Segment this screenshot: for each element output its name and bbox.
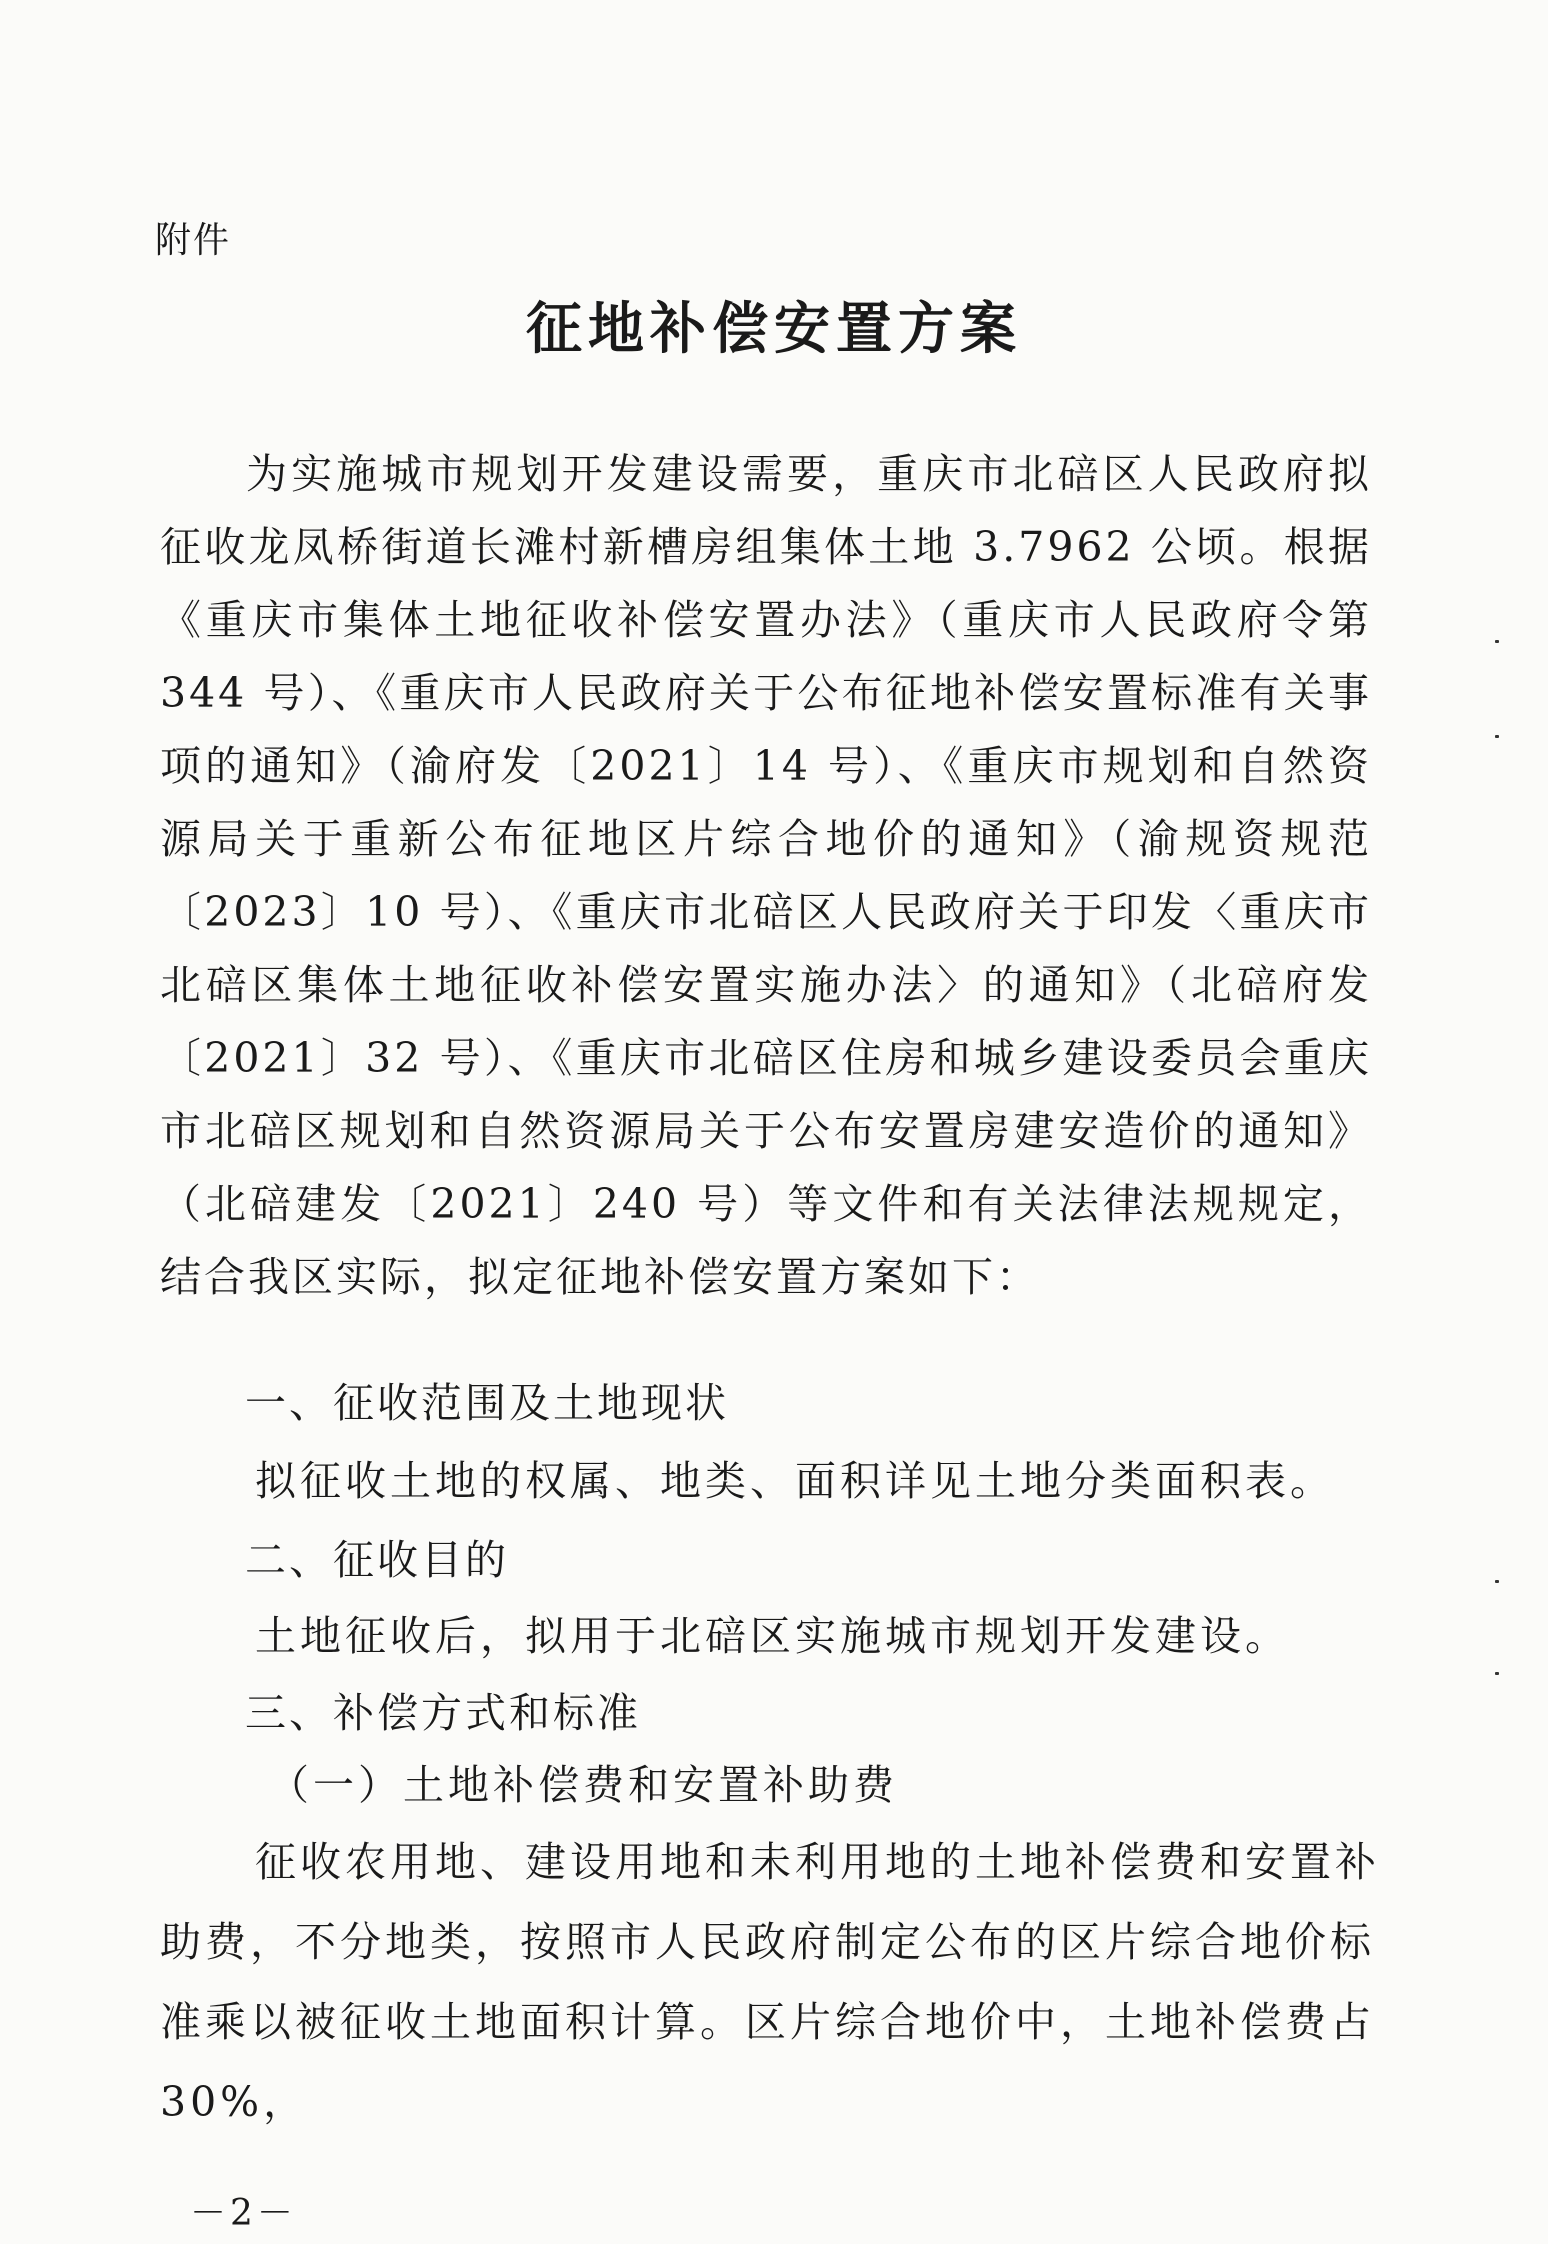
scan-speck — [1495, 735, 1499, 738]
section-3-text: 征收农用地、建设用地和未利用地的土地补偿费和安置补助费，不分地类，按照市人民政府制定公布的区片综合地价标准乘以被征收土地面积计算。区片综合地价中，土地补偿费占 30%， — [160, 1838, 1380, 2126]
scan-speck — [1495, 1672, 1499, 1675]
section-3-subheading: （一）土地补偿费和安置补助费 — [268, 1761, 898, 1809]
section-1-heading: 一、征收范围及土地现状 — [245, 1379, 729, 1427]
scan-speck — [1495, 640, 1499, 643]
intro-paragraph: 为实施城市规划开发建设需要，重庆市北碚区人民政府拟征收龙凤桥街道长滩村新槽房组集体土地 3.7962 公顷。根据《重庆市集体土地征收补偿安置办法》（重庆市人民政府令第 344 号）、《重庆市人民政府关于公布征地补偿安置标准有关事项的通知》（渝府发〔2021〕14 号）、《重庆市规划和自然资源局关于重新公布征地区片综合地价的通知》（渝规资规范〔2023〕10 号）、《重庆市北碚区人民政府关于印发〈重庆市北碚区集体土地征收补偿安置实施办法〉的通知》（北碚府发〔2021〕32 号）、《重庆市北碚区住房和城乡建设委员会重庆市北碚区规划和自然资源局关于公布安置房建安造价的通知》（北碚建发〔2021〕240 号）等文件和有关法律法规规定，结合我区实际，拟定征地补偿安置方案如下： — [160, 450, 1372, 1301]
section-3-heading: 三、补偿方式和标准 — [245, 1689, 641, 1737]
document-title: 征地补偿安置方案 — [526, 296, 1022, 362]
section-2-heading: 二、征收目的 — [245, 1536, 509, 1584]
attachment-label: 附件 — [155, 220, 232, 261]
section-1-text: 拟征收土地的权属、地类、面积详见土地分类面积表。 — [255, 1457, 1335, 1505]
scan-speck — [1495, 1580, 1499, 1583]
page-number: －2－ — [190, 2193, 297, 2234]
section-2-text: 土地征收后，拟用于北碚区实施城市规划开发建设。 — [255, 1612, 1290, 1660]
